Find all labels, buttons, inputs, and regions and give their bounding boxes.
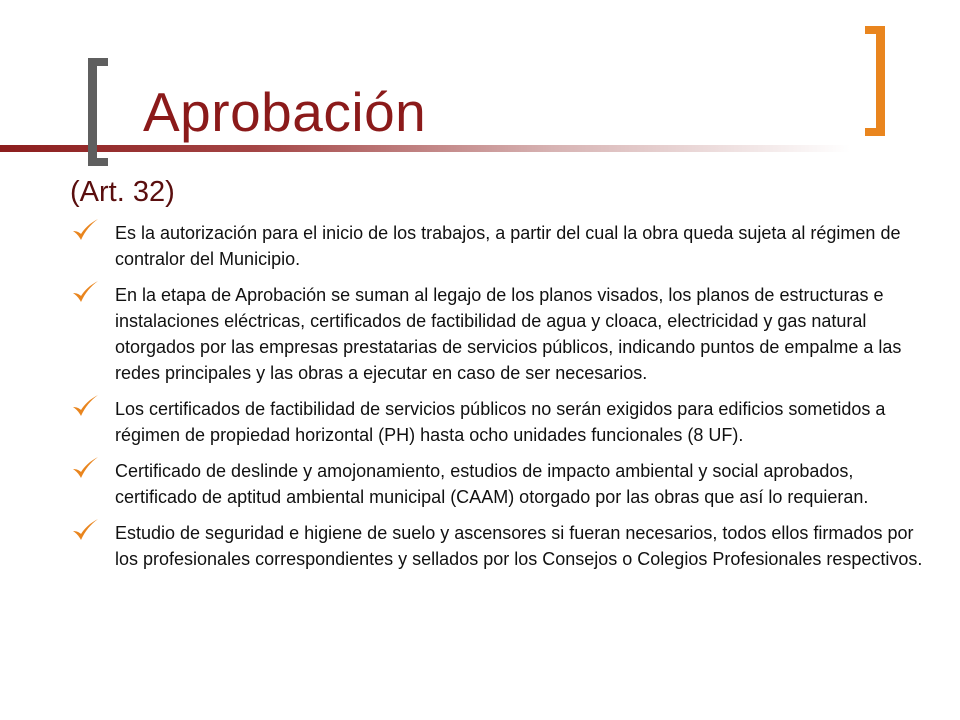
checkmark-icon (70, 279, 100, 307)
checkmark-icon (70, 517, 100, 545)
bullet-text: En la etapa de Aprobación se suman al legajo de los planos visados, los planos de estructuras e instalaciones eléctricas, certificados de factibilidad de agua y cloaca, electricidad y gas natural otorgados por las empresas prestatarias de servicios públicos, indicando puntos de empalme a las redes principales y las obras a ejecutar en caso de ser necesarios. (115, 285, 902, 383)
bullet-item (70, 282, 940, 386)
bullet-item (70, 520, 940, 572)
title-underline-rule (0, 145, 850, 152)
bullet-list (70, 220, 940, 582)
bullet-item (70, 396, 940, 448)
bullet-text: Estudio de seguridad e higiene de suelo y ascensores si fueran necesarios, todos ellos firmados por los profesionales correspondientes y sellados por los Consejos o Colegios Profesionales respectivos. (115, 523, 923, 569)
bullet-text: Los certificados de factibilidad de servicios públicos no serán exigidos para edificios sometidos a régimen de propiedad horizontal (PH) hasta ocho unidades funcionales (8 UF). (115, 399, 886, 445)
bullet-text: Certificado de deslinde y amojonamiento, estudios de impacto ambiental y social aprobados, certificado de aptitud ambiental municipal (CAAM) otorgado por las obras que así lo requieran. (115, 461, 869, 507)
slide-title: Aprobación (143, 81, 427, 143)
checkmark-icon (70, 455, 100, 483)
slide-subtitle: (Art. 32) (70, 176, 175, 208)
checkmark-icon (70, 217, 100, 245)
bullet-item (70, 458, 940, 510)
bullet-text: Es la autorización para el inicio de los trabajos, a partir del cual la obra queda sujeta al régimen de contralor del Municipio. (115, 223, 901, 269)
bullet-item (70, 220, 940, 272)
checkmark-icon (70, 393, 100, 421)
